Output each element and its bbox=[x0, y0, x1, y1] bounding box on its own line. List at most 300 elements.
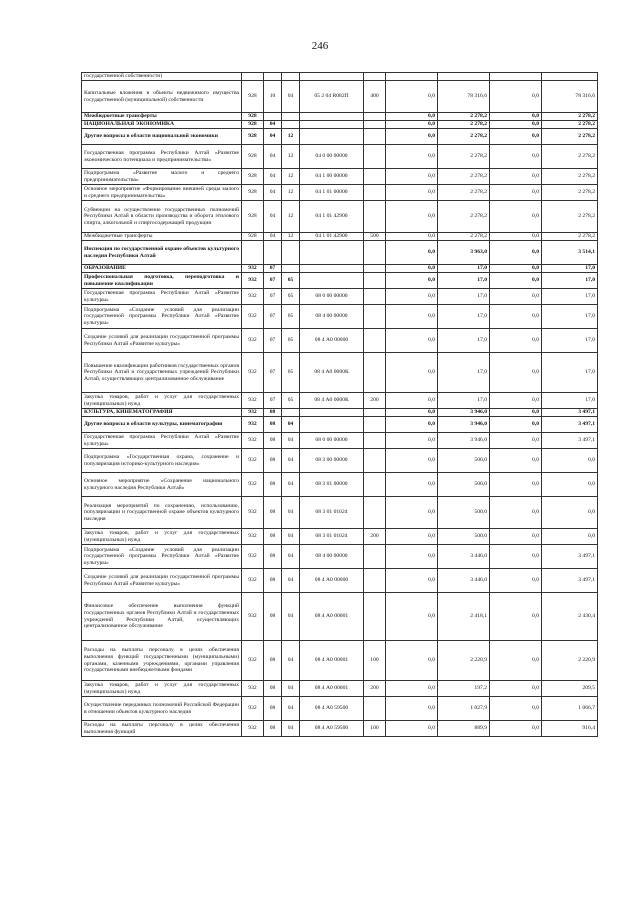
subsection-code bbox=[282, 265, 300, 273]
amount-col-2: 78 316,6 bbox=[438, 81, 490, 113]
target-article-code: 04 1 01 42900 bbox=[300, 233, 364, 241]
target-article-code: 04 0 00 00000 bbox=[300, 145, 364, 169]
target-article-code bbox=[300, 241, 364, 265]
row-name: Другие вопросы в области национальной экономики bbox=[82, 129, 242, 145]
table-row bbox=[82, 433, 598, 449]
amount-col-4: 2 278,2 bbox=[542, 169, 598, 185]
section-code: 04 bbox=[264, 201, 282, 233]
expense-type-code bbox=[364, 73, 386, 81]
amount-col-3: 0,0 bbox=[490, 449, 542, 473]
amount-col-3: 0,0 bbox=[490, 497, 542, 529]
amount-col-3: 0,0 bbox=[490, 409, 542, 417]
amount-col-4: 2 278,2 bbox=[542, 129, 598, 145]
section-code: 04 bbox=[264, 169, 282, 185]
target-article-code bbox=[300, 265, 364, 273]
subsection-code: 04 bbox=[282, 473, 300, 497]
table-row bbox=[82, 393, 598, 409]
section-code: 08 bbox=[264, 449, 282, 473]
amount-col-3: 0,0 bbox=[490, 273, 542, 289]
expense-type-code bbox=[364, 129, 386, 145]
grbs-code: 932 bbox=[242, 449, 264, 473]
target-article-code: 08 0 00 00000 bbox=[300, 433, 364, 449]
grbs-code: 932 bbox=[242, 329, 264, 353]
amount-col-1: 0,0 bbox=[386, 289, 438, 305]
subsection-code: 12 bbox=[282, 201, 300, 233]
expense-type-code bbox=[364, 201, 386, 233]
grbs-code: 932 bbox=[242, 697, 264, 721]
amount-col-2: 2 278,2 bbox=[438, 129, 490, 145]
amount-col-2 bbox=[438, 73, 490, 81]
amount-col-3: 0,0 bbox=[490, 353, 542, 393]
subsection-code: 04 bbox=[282, 545, 300, 569]
table-row bbox=[82, 681, 598, 697]
grbs-code bbox=[242, 241, 264, 265]
section-code: 04 bbox=[264, 121, 282, 129]
row-name: Государственная программа Республики Алтай «Развитие культуры» bbox=[82, 433, 242, 449]
amount-col-4: 2 220,9 bbox=[542, 641, 598, 681]
amount-col-3: 0,0 bbox=[490, 289, 542, 305]
amount-col-2: 17,0 bbox=[438, 265, 490, 273]
row-name: Межбюджетные трансферты bbox=[82, 113, 242, 121]
amount-col-3: 0,0 bbox=[490, 169, 542, 185]
amount-col-2: 2 278,2 bbox=[438, 169, 490, 185]
table-row bbox=[82, 593, 598, 641]
amount-col-2: 17,0 bbox=[438, 353, 490, 393]
target-article-code bbox=[300, 129, 364, 145]
amount-col-4: 0,0 bbox=[542, 529, 598, 545]
amount-col-4: 2 278,2 bbox=[542, 185, 598, 201]
table-row bbox=[82, 641, 598, 681]
grbs-code: 932 bbox=[242, 289, 264, 305]
amount-col-4: 17,0 bbox=[542, 273, 598, 289]
amount-col-2: 3 446,0 bbox=[438, 545, 490, 569]
amount-col-2: 2 278,2 bbox=[438, 145, 490, 169]
amount-col-1: 0,0 bbox=[386, 393, 438, 409]
amount-col-1: 0,0 bbox=[386, 241, 438, 265]
amount-col-1: 0,0 bbox=[386, 145, 438, 169]
amount-col-2: 2 278,2 bbox=[438, 113, 490, 121]
amount-col-3: 0,0 bbox=[490, 305, 542, 329]
amount-col-4: 17,0 bbox=[542, 265, 598, 273]
table-row bbox=[82, 545, 598, 569]
section-code: 08 bbox=[264, 681, 282, 697]
table-row bbox=[82, 241, 598, 265]
subsection-code bbox=[282, 113, 300, 121]
grbs-code: 928 bbox=[242, 233, 264, 241]
row-name: Основное мероприятие «Сохранение национального культурного наследия Республики Алтай» bbox=[82, 473, 242, 497]
amount-col-4: 0,0 bbox=[542, 497, 598, 529]
amount-col-1: 0,0 bbox=[386, 329, 438, 353]
row-name: КУЛЬТУРА, КИНЕМАТОГРАФИЯ bbox=[82, 409, 242, 417]
amount-col-3: 0,0 bbox=[490, 545, 542, 569]
section-code: 07 bbox=[264, 289, 282, 305]
table-row bbox=[82, 265, 598, 273]
amount-col-4: 2 278,2 bbox=[542, 121, 598, 129]
amount-col-4: 78 316,6 bbox=[542, 81, 598, 113]
grbs-code: 928 bbox=[242, 169, 264, 185]
amount-col-1: 0,0 bbox=[386, 569, 438, 593]
row-name: Расходы на выплаты персоналу в целях обеспечения выполнения функций bbox=[82, 721, 242, 737]
table-row bbox=[82, 409, 598, 417]
subsection-code: 04 bbox=[282, 417, 300, 433]
subsection-code bbox=[282, 121, 300, 129]
amount-col-4: 2 278,2 bbox=[542, 201, 598, 233]
amount-col-3: 0,0 bbox=[490, 417, 542, 433]
table-row bbox=[82, 353, 598, 393]
table-row bbox=[82, 201, 598, 233]
expense-type-code bbox=[364, 241, 386, 265]
row-name: Расходы на выплаты персоналу в целях обеспечения выполнения функций государственными (муниципальными) органами, казенными учреждениями, органами управления государственными внебюджетными фондами bbox=[82, 641, 242, 681]
section-code: 08 bbox=[264, 593, 282, 641]
amount-col-3: 0,0 bbox=[490, 681, 542, 697]
table-row bbox=[82, 289, 598, 305]
table-row bbox=[82, 273, 598, 289]
amount-col-2: 17,0 bbox=[438, 273, 490, 289]
amount-col-2: 2 278,2 bbox=[438, 201, 490, 233]
expense-type-code bbox=[364, 449, 386, 473]
amount-col-2: 500,0 bbox=[438, 473, 490, 497]
grbs-code: 932 bbox=[242, 265, 264, 273]
grbs-code: 928 bbox=[242, 81, 264, 113]
table-row bbox=[82, 233, 598, 241]
amount-col-3: 0,0 bbox=[490, 265, 542, 273]
amount-col-3 bbox=[490, 73, 542, 81]
section-code: 07 bbox=[264, 305, 282, 329]
amount-col-3: 0,0 bbox=[490, 329, 542, 353]
section-code: 08 bbox=[264, 697, 282, 721]
target-article-code: 04 1 01 00000 bbox=[300, 185, 364, 201]
expense-type-code: 100 bbox=[364, 641, 386, 681]
amount-col-2: 17,0 bbox=[438, 393, 490, 409]
section-code: 07 bbox=[264, 265, 282, 273]
amount-col-3: 0,0 bbox=[490, 201, 542, 233]
subsection-code: 12 bbox=[282, 185, 300, 201]
subsection-code: 04 bbox=[282, 721, 300, 737]
amount-col-1: 0,0 bbox=[386, 305, 438, 329]
row-name: Государственная программа Республики Алтай «Развитие культуры» bbox=[82, 289, 242, 305]
amount-col-3: 0,0 bbox=[490, 121, 542, 129]
row-name: Другие вопросы в области культуры, кинематографии bbox=[82, 417, 242, 433]
section-code: 08 bbox=[264, 473, 282, 497]
grbs-code: 932 bbox=[242, 721, 264, 737]
expense-type-code bbox=[364, 409, 386, 417]
target-article-code bbox=[300, 113, 364, 121]
amount-col-1: 0,0 bbox=[386, 353, 438, 393]
section-code: 04 bbox=[264, 233, 282, 241]
target-article-code bbox=[300, 73, 364, 81]
expense-type-code bbox=[364, 473, 386, 497]
target-article-code: 08 4 00 00000 bbox=[300, 545, 364, 569]
grbs-code bbox=[242, 73, 264, 81]
amount-col-1: 0,0 bbox=[386, 473, 438, 497]
section-code: 08 bbox=[264, 433, 282, 449]
target-article-code: 04 1 01 42900 bbox=[300, 201, 364, 233]
target-article-code bbox=[300, 121, 364, 129]
section-code: 08 bbox=[264, 569, 282, 593]
table-row bbox=[82, 497, 598, 529]
expense-type-code bbox=[364, 697, 386, 721]
target-article-code: 08 3 01 01024 bbox=[300, 529, 364, 545]
amount-col-4: 3 497,1 bbox=[542, 409, 598, 417]
subsection-code: 05 bbox=[282, 289, 300, 305]
target-article-code: 08 4 А0 00001 bbox=[300, 593, 364, 641]
amount-col-3: 0,0 bbox=[490, 569, 542, 593]
expense-type-code: 200 bbox=[364, 681, 386, 697]
section-code: 08 bbox=[264, 721, 282, 737]
amount-col-4: 209,5 bbox=[542, 681, 598, 697]
table-row bbox=[82, 185, 598, 201]
section-code bbox=[264, 241, 282, 265]
section-code: 08 bbox=[264, 641, 282, 681]
grbs-code: 928 bbox=[242, 113, 264, 121]
expense-type-code: 400 bbox=[364, 81, 386, 113]
target-article-code: 08 4 А0 00001 bbox=[300, 681, 364, 697]
table-row bbox=[82, 129, 598, 145]
section-code: 04 bbox=[264, 185, 282, 201]
grbs-code: 932 bbox=[242, 353, 264, 393]
section-code: 08 bbox=[264, 417, 282, 433]
amount-col-1: 0,0 bbox=[386, 129, 438, 145]
table-row bbox=[82, 721, 598, 737]
amount-col-4: 17,0 bbox=[542, 393, 598, 409]
amount-col-2: 500,0 bbox=[438, 449, 490, 473]
section-code: 08 bbox=[264, 409, 282, 417]
amount-col-1: 0,0 bbox=[386, 113, 438, 121]
expense-type-code bbox=[364, 545, 386, 569]
grbs-code: 932 bbox=[242, 417, 264, 433]
section-code: 07 bbox=[264, 393, 282, 409]
row-name: Реализация мероприятий по сохранению, использованию, популяризации и государственной охране объектов культурного наследия bbox=[82, 497, 242, 529]
subsection-code: 04 bbox=[282, 681, 300, 697]
section-code: 04 bbox=[264, 129, 282, 145]
amount-col-2: 3 946,0 bbox=[438, 409, 490, 417]
amount-col-1: 0,0 bbox=[386, 185, 438, 201]
amount-col-3: 0,0 bbox=[490, 697, 542, 721]
row-name: Закупка товаров, работ и услуг для государственных (муниципальных) нужд bbox=[82, 529, 242, 545]
target-article-code bbox=[300, 417, 364, 433]
amount-col-2: 17,0 bbox=[438, 329, 490, 353]
amount-col-3: 0,0 bbox=[490, 721, 542, 737]
amount-col-3: 0,0 bbox=[490, 529, 542, 545]
grbs-code: 932 bbox=[242, 409, 264, 417]
row-name: Подпрограмма «Государственная охрана, сохранение и популяризация историко-культурного наследия» bbox=[82, 449, 242, 473]
subsection-code: 04 bbox=[282, 569, 300, 593]
table-row bbox=[82, 169, 598, 185]
amount-col-1: 0,0 bbox=[386, 433, 438, 449]
amount-col-2: 3 963,0 bbox=[438, 241, 490, 265]
grbs-code: 932 bbox=[242, 641, 264, 681]
row-name: Создание условий для реализации государственной программы Республики Алтай «Развитие культуры» bbox=[82, 329, 242, 353]
amount-col-1: 0,0 bbox=[386, 545, 438, 569]
table-row bbox=[82, 697, 598, 721]
expense-type-code: 100 bbox=[364, 721, 386, 737]
table-row bbox=[82, 81, 598, 113]
amount-col-4: 1 066,7 bbox=[542, 697, 598, 721]
row-name: Межбюджетные трансферты bbox=[82, 233, 242, 241]
amount-col-1 bbox=[386, 73, 438, 81]
target-article-code: 08 4 00 00000 bbox=[300, 305, 364, 329]
amount-col-1: 0,0 bbox=[386, 121, 438, 129]
table-row bbox=[82, 329, 598, 353]
row-name: Инспекция по государственной охране объектов культурного наследия Республики Алтай bbox=[82, 241, 242, 265]
subsection-code: 05 bbox=[282, 273, 300, 289]
subsection-code: 12 bbox=[282, 129, 300, 145]
row-name: Профессиональная подготовка, переподготовка и повышение квалификации bbox=[82, 273, 242, 289]
row-name: Создание условий для реализации государственной программы Республики Алтай «Развитие культуры» bbox=[82, 569, 242, 593]
target-article-code: 08 4 А0 00000 bbox=[300, 569, 364, 593]
subsection-code: 05 bbox=[282, 305, 300, 329]
amount-col-1: 0,0 bbox=[386, 169, 438, 185]
grbs-code: 928 bbox=[242, 201, 264, 233]
table-row bbox=[82, 113, 598, 121]
amount-col-4: 17,0 bbox=[542, 289, 598, 305]
amount-col-1: 0,0 bbox=[386, 449, 438, 473]
section-code: 08 bbox=[264, 497, 282, 529]
amount-col-1: 0,0 bbox=[386, 409, 438, 417]
amount-col-3: 0,0 bbox=[490, 641, 542, 681]
amount-col-4: 3 497,1 bbox=[542, 569, 598, 593]
target-article-code: 08 3 00 00000 bbox=[300, 449, 364, 473]
amount-col-2: 2 278,2 bbox=[438, 121, 490, 129]
amount-col-1: 0,0 bbox=[386, 497, 438, 529]
expense-type-code bbox=[364, 329, 386, 353]
amount-col-3: 0,0 bbox=[490, 473, 542, 497]
amount-col-4: 3 497,1 bbox=[542, 433, 598, 449]
row-name: Закупка товаров, работ и услуг для государственных (муниципальных) нужд bbox=[82, 393, 242, 409]
amount-col-1: 0,0 bbox=[386, 233, 438, 241]
target-article-code: 08 3 01 01024 bbox=[300, 497, 364, 529]
table-row bbox=[82, 529, 598, 545]
grbs-code: 932 bbox=[242, 393, 264, 409]
subsection-code: 04 bbox=[282, 697, 300, 721]
expense-type-code bbox=[364, 145, 386, 169]
section-code bbox=[264, 73, 282, 81]
table-row bbox=[82, 417, 598, 433]
row-name: Осуществление переданных полномочий Российской Федерации в отношении объектов культурного наследия bbox=[82, 697, 242, 721]
grbs-code: 932 bbox=[242, 569, 264, 593]
amount-col-1: 0,0 bbox=[386, 265, 438, 273]
row-name: Основное мероприятие «Формирование внешней среды малого и среднего предпринимательства» bbox=[82, 185, 242, 201]
amount-col-2: 197,2 bbox=[438, 681, 490, 697]
grbs-code: 928 bbox=[242, 129, 264, 145]
target-article-code: 05 2 04 R082П bbox=[300, 81, 364, 113]
amount-col-1: 0,0 bbox=[386, 721, 438, 737]
row-name: Подпрограмма «Создание условий для реализации государственной программы Республики Алтай «Развитие культуры» bbox=[82, 545, 242, 569]
subsection-code: 12 bbox=[282, 169, 300, 185]
amount-col-4: 0,0 bbox=[542, 473, 598, 497]
target-article-code: 08 4 А0 0000К bbox=[300, 393, 364, 409]
row-name: Субвенции на осуществление государственных полномочий Республики Алтай в области производства и оборота этилового спирта, алкогольной и спиртосодержащей продукции bbox=[82, 201, 242, 233]
amount-col-2: 500,0 bbox=[438, 497, 490, 529]
target-article-code: 04 1 00 00000 bbox=[300, 169, 364, 185]
amount-col-4: 2 278,2 bbox=[542, 113, 598, 121]
target-article-code: 08 4 А0 0000К bbox=[300, 353, 364, 393]
expense-type-code: 200 bbox=[364, 393, 386, 409]
amount-col-4: 3 514,1 bbox=[542, 241, 598, 265]
section-code: 07 bbox=[264, 353, 282, 393]
grbs-code: 932 bbox=[242, 273, 264, 289]
amount-col-2: 889,9 bbox=[438, 721, 490, 737]
amount-col-3: 0,0 bbox=[490, 433, 542, 449]
amount-col-3: 0,0 bbox=[490, 145, 542, 169]
amount-col-2: 1 027,9 bbox=[438, 697, 490, 721]
expense-type-code bbox=[364, 185, 386, 201]
expense-type-code bbox=[364, 113, 386, 121]
amount-col-2: 17,0 bbox=[438, 305, 490, 329]
target-article-code: 08 4 А0 59500 bbox=[300, 721, 364, 737]
table-row bbox=[82, 145, 598, 169]
grbs-code: 928 bbox=[242, 121, 264, 129]
section-code: 07 bbox=[264, 273, 282, 289]
amount-col-3: 0,0 bbox=[490, 129, 542, 145]
grbs-code: 932 bbox=[242, 433, 264, 449]
amount-col-1: 0,0 bbox=[386, 641, 438, 681]
amount-col-1: 0,0 bbox=[386, 273, 438, 289]
section-code: 10 bbox=[264, 81, 282, 113]
section-code: 07 bbox=[264, 329, 282, 353]
budget-table bbox=[81, 72, 598, 737]
grbs-code: 928 bbox=[242, 185, 264, 201]
target-article-code: 08 4 А0 00000 bbox=[300, 329, 364, 353]
row-name: Закупка товаров, работ и услуг для государственных (муниципальных) нужд bbox=[82, 681, 242, 697]
amount-col-3: 0,0 bbox=[490, 233, 542, 241]
grbs-code: 928 bbox=[242, 145, 264, 169]
expense-type-code bbox=[364, 273, 386, 289]
subsection-code: 04 bbox=[282, 593, 300, 641]
expense-type-code bbox=[364, 121, 386, 129]
section-code bbox=[264, 113, 282, 121]
grbs-code: 932 bbox=[242, 497, 264, 529]
expense-type-code bbox=[364, 289, 386, 305]
amount-col-4: 2 278,2 bbox=[542, 145, 598, 169]
subsection-code: 04 bbox=[282, 449, 300, 473]
grbs-code: 932 bbox=[242, 529, 264, 545]
budget-table-body bbox=[82, 73, 598, 737]
amount-col-3: 0,0 bbox=[490, 185, 542, 201]
subsection-code bbox=[282, 73, 300, 81]
amount-col-4: 3 497,1 bbox=[542, 545, 598, 569]
amount-col-4: 916,4 bbox=[542, 721, 598, 737]
amount-col-1: 0,0 bbox=[386, 681, 438, 697]
table-row bbox=[82, 473, 598, 497]
row-name: государственной собственности) bbox=[82, 73, 242, 81]
amount-col-4: 3 497,1 bbox=[542, 417, 598, 433]
amount-col-2: 2 418,1 bbox=[438, 593, 490, 641]
amount-col-2: 3 946,0 bbox=[438, 433, 490, 449]
amount-col-2: 2 220,9 bbox=[438, 641, 490, 681]
amount-col-4: 17,0 bbox=[542, 353, 598, 393]
grbs-code: 932 bbox=[242, 545, 264, 569]
table-row bbox=[82, 449, 598, 473]
table-row bbox=[82, 569, 598, 593]
grbs-code: 932 bbox=[242, 473, 264, 497]
expense-type-code bbox=[364, 433, 386, 449]
amount-col-2: 17,0 bbox=[438, 289, 490, 305]
amount-col-1: 0,0 bbox=[386, 201, 438, 233]
target-article-code: 08 0 00 00000 bbox=[300, 289, 364, 305]
subsection-code: 04 bbox=[282, 497, 300, 529]
row-name: Государственная программа Республики Алтай «Развитие экономического потенциала и предпринимательства» bbox=[82, 145, 242, 169]
subsection-code: 12 bbox=[282, 233, 300, 241]
amount-col-4: 2 430,4 bbox=[542, 593, 598, 641]
amount-col-2: 2 278,2 bbox=[438, 233, 490, 241]
amount-col-1: 0,0 bbox=[386, 417, 438, 433]
expense-type-code bbox=[364, 265, 386, 273]
amount-col-3: 0,0 bbox=[490, 241, 542, 265]
expense-type-code: 200 bbox=[364, 529, 386, 545]
row-name: Повышение квалификации работников государственных органов Республики Алтай и государственных учреждений Республики Алтай, осуществляющих централизованное обслуживание bbox=[82, 353, 242, 393]
amount-col-4: 2 278,2 bbox=[542, 233, 598, 241]
